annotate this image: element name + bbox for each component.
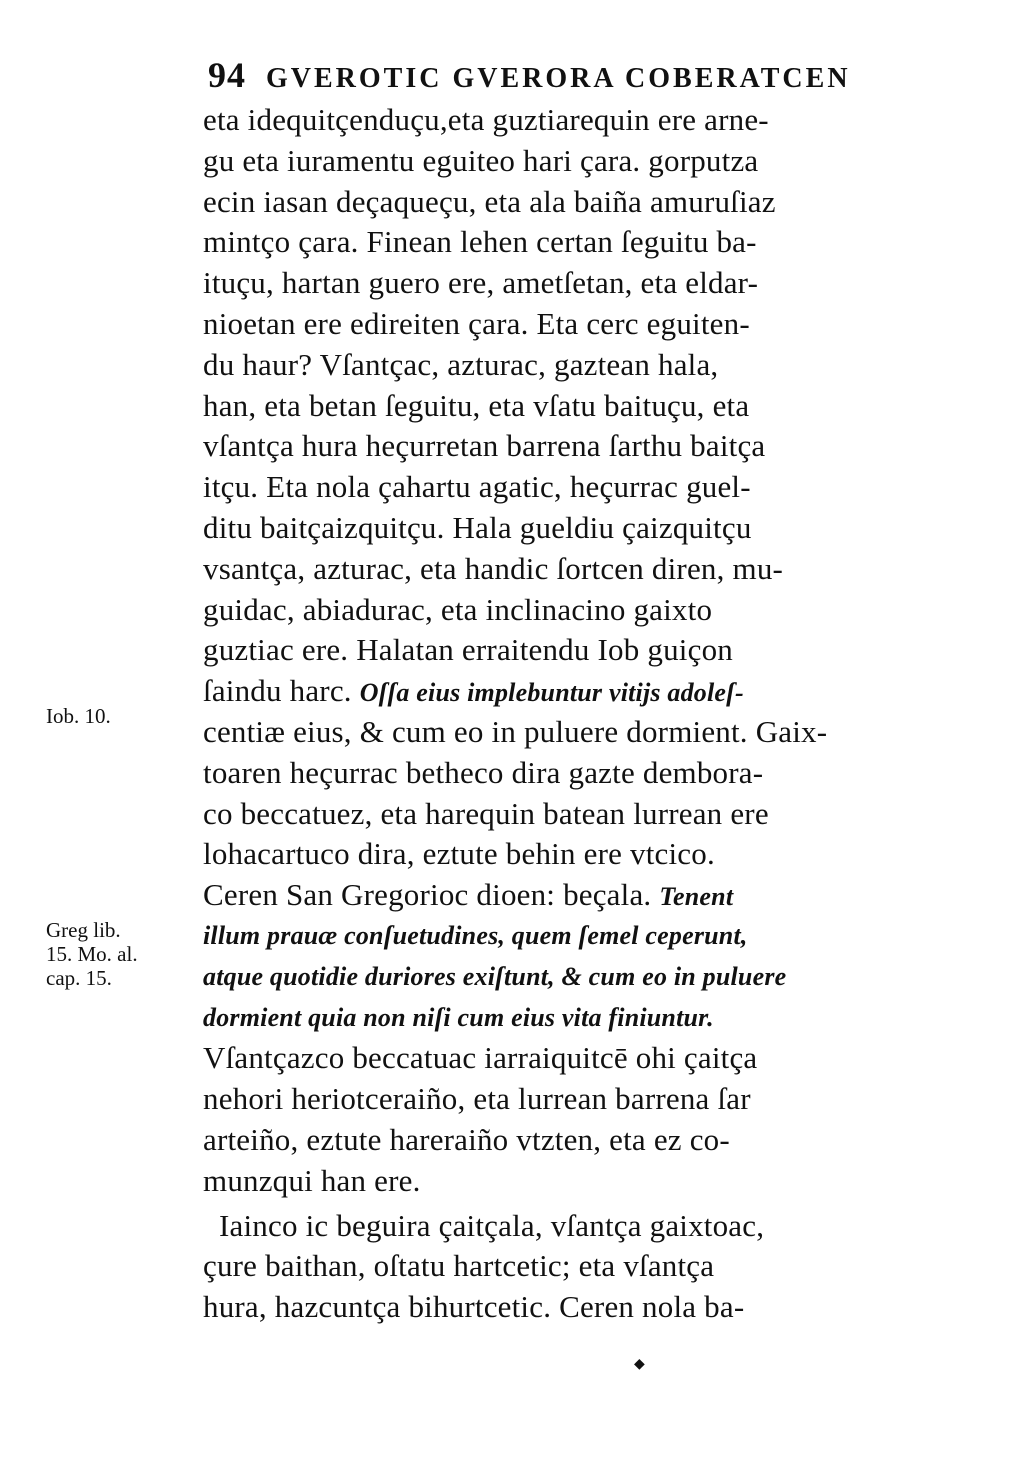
text-line: lohacartuco dira, eztute behin ere vtcico. bbox=[203, 836, 715, 872]
margin-note-line: cap. 15. bbox=[46, 966, 112, 990]
text-line: gu eta iuramentu eguiteo hari çara. gorputza bbox=[203, 142, 759, 178]
text-run: ſaindu harc. bbox=[203, 673, 352, 709]
text-line: eta idequitçenduçu,eta guztiarequin ere arne- bbox=[203, 102, 769, 137]
text-line: han, eta betan ſeguitu, eta vſatu baituçu, eta bbox=[203, 387, 750, 423]
text-line: itçu. Eta nola çahartu agatic, heçurrac guel- bbox=[203, 469, 751, 505]
paragraph-start-line: Iainco ic beguira çaitçala, vſantça gaixtoac, bbox=[219, 1207, 765, 1243]
text-line: Vſantçazco beccatuac iarraiquitcē ohi çaitça bbox=[203, 1040, 758, 1076]
text-line: vsantça, azturac, eta handic ſortcen diren, mu- bbox=[203, 550, 784, 586]
text-line: du haur? Vſantçac, azturac, gaztean hala, bbox=[203, 346, 719, 382]
text-line: centiæ eius, & cum eo in puluere dormient. Gaix- bbox=[203, 713, 828, 749]
text-line: ituçu, hartan guero ere, ametſetan, eta eldar- bbox=[203, 265, 759, 301]
text-line: vſantça hura heçurretan barrena ſarthu baitça bbox=[203, 428, 766, 464]
latin-line: atque quotidie duriores exiſtunt, & cum eo in puluere bbox=[203, 961, 787, 991]
margin-note-line: Greg lib. bbox=[46, 918, 121, 942]
text-line: nehori heriotceraiño, eta lurrean barrena ſar bbox=[203, 1081, 751, 1117]
text-line: nioetan ere edireiten çara. Eta cerc eguiten- bbox=[203, 305, 750, 341]
text-line: ditu baitçaizquitçu. Hala gueldiu çaizquitçu bbox=[203, 509, 752, 545]
margin-note-job bbox=[46, 704, 111, 728]
text-line-with-quote bbox=[203, 671, 923, 712]
text-line: guidac, abiadurac, eta inclinacino gaixto bbox=[203, 591, 713, 627]
text-line-with-quote bbox=[203, 875, 923, 916]
text-line: çure baithan, oſtatu hartcetic; eta vſantça bbox=[203, 1248, 715, 1284]
text-line: munzqui han ere. bbox=[203, 1162, 421, 1198]
latin-line: dormient quia non niſi cum eius vita finiuntur. bbox=[203, 1002, 714, 1032]
latin-line: illum prauæ conſuetudines, quem ſemel ceperunt, bbox=[203, 920, 748, 950]
text-line: mintço çara. Finean lehen certan ſeguitu ba- bbox=[203, 224, 757, 260]
margin-note-line: 15. Mo. al. bbox=[46, 942, 138, 966]
text-line: hura, hazcuntça bihurtcetic. Ceren nola ba- bbox=[203, 1289, 745, 1325]
page-header bbox=[208, 54, 928, 98]
latin-quote-job: Oſſa eius implebuntur vitijs adoleſ- bbox=[359, 678, 744, 708]
printer-ornament: ◆ bbox=[634, 1357, 645, 1372]
text-line: guztiac ere. Halatan erraitendu Iob guiçon bbox=[203, 632, 733, 668]
margin-note-line: Iob. 10. bbox=[46, 704, 111, 728]
margin-note-gregory bbox=[46, 918, 138, 990]
running-title: GVEROTIC GVERORA COBERATCEN bbox=[266, 63, 851, 94]
body-text bbox=[203, 100, 923, 1328]
text-run: Ceren San Gregorioc dioen: beçala. bbox=[203, 877, 652, 913]
latin-quote-gregory: Tenent bbox=[659, 882, 734, 912]
text-line: ecin iasan deçaqueçu, eta ala baiña amuruſiaz bbox=[203, 183, 776, 219]
text-line: arteiño, eztute hareraiño vtzten, eta ez co- bbox=[203, 1121, 730, 1157]
text-line: toaren heçurrac betheco dira gazte dembora- bbox=[203, 754, 764, 790]
text-line: co beccatuez, eta harequin batean lurrean ere bbox=[203, 795, 769, 831]
page-number: 94 bbox=[208, 55, 246, 95]
